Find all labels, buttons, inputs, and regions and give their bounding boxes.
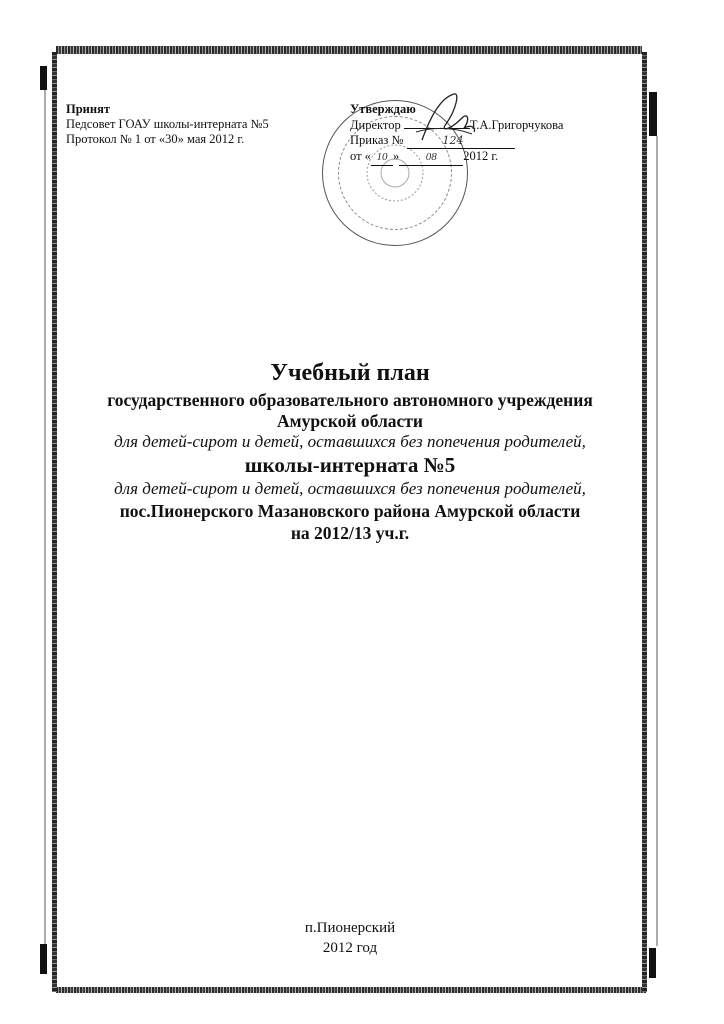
page-frame-left xyxy=(52,52,57,992)
accepted-protocol-line: Протокол № 1 от «30» мая 2012 г. xyxy=(66,132,245,146)
approve-title: Утверждаю xyxy=(350,102,416,116)
frame-corner-mark xyxy=(649,948,656,978)
school-purpose-line: для детей-сирот и детей, оставшихся без попечения родителей, xyxy=(114,479,586,498)
director-label: Директор xyxy=(350,118,401,132)
approval-accepted-block xyxy=(66,102,269,147)
footer-year: 2012 год xyxy=(322,940,378,956)
frame-corner-mark xyxy=(649,92,657,136)
accepted-title: Принят xyxy=(66,102,110,116)
school-name: школы-интерната №5 xyxy=(244,453,456,477)
institution-line-2: Амурской области xyxy=(277,411,423,431)
order-year: 2012 г. xyxy=(463,149,499,163)
institution-line-1: государственного образовательного автономного учреждения xyxy=(107,390,593,410)
order-day: 10 xyxy=(371,150,393,166)
date-close: » xyxy=(392,149,400,163)
academic-year: на 2012/13 уч.г. xyxy=(290,523,410,543)
handwritten-signature xyxy=(410,88,480,150)
director-name: Т.А.Григорчукова xyxy=(469,118,564,132)
frame-shadow-line xyxy=(44,90,46,950)
footer-place: п.Пионерский xyxy=(304,920,396,936)
order-date-line xyxy=(350,149,563,166)
date-open: от « xyxy=(350,149,371,163)
accepted-council-line: Педсовет ГОАУ школы-интерната №5 xyxy=(66,117,269,131)
institution-purpose-line: для детей-сирот и детей, оставшихся без попечения родителей, xyxy=(114,432,586,451)
page-frame-right xyxy=(642,52,647,992)
document-title: Учебный план xyxy=(270,360,430,386)
order-month: 08 xyxy=(399,150,463,166)
frame-shadow-line xyxy=(656,136,658,946)
school-location: пос.Пионерского Мазановского района Амурской области xyxy=(119,501,581,521)
page-frame-top xyxy=(56,46,642,54)
frame-corner-mark xyxy=(40,66,47,90)
page-frame-bottom xyxy=(56,987,646,993)
order-number: 124 xyxy=(407,133,515,149)
order-label: Приказ № xyxy=(350,133,404,147)
